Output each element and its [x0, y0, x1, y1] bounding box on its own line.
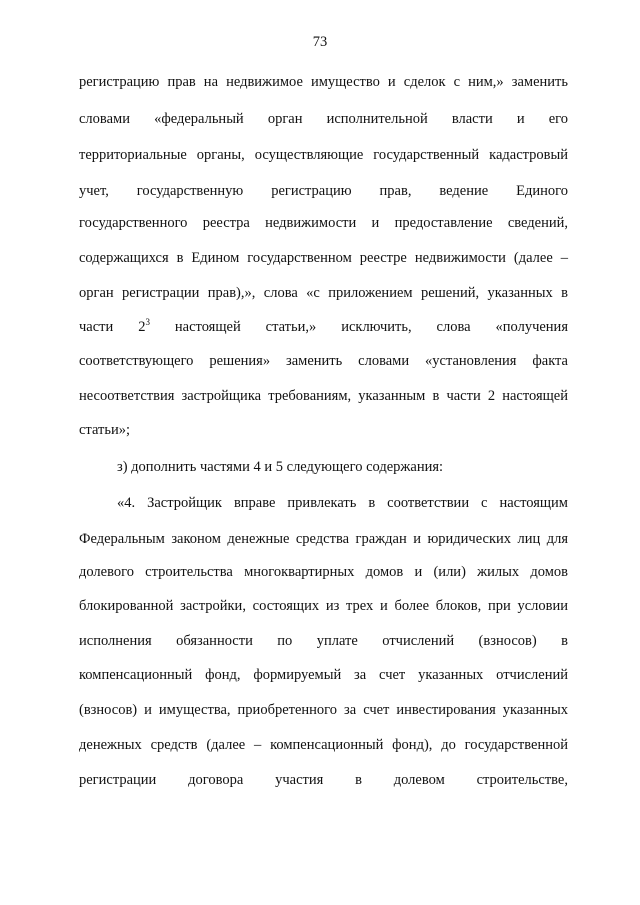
text-line: исполнения обязанности по уплате отчислений (взносов) в [79, 633, 568, 649]
text-line: учет, государственную регистрацию прав, ведение Единого [79, 183, 568, 199]
text-line: соответствующего решения» заменить словами «установления факта [79, 353, 568, 369]
text-line: регистрации договора участия в долевом строительстве, [79, 772, 568, 788]
quote-first-line: «4. Застройщик вправе привлекать в соответствии с настоящим [117, 495, 568, 511]
text-line: долевого строительства многоквартирных домов и (или) жилых домов [79, 564, 568, 580]
text-line: государственного реестра недвижимости и предоставление сведений, [79, 215, 568, 231]
text-line: Федеральным законом денежные средства граждан и юридических лиц для [79, 531, 568, 547]
text-line: несоответствия застройщика требованиям, указанным в части 2 настоящей [79, 388, 568, 404]
text-line: территориальные органы, осуществляющие государственный кадастровый [79, 147, 568, 163]
text-line: содержащихся в Едином государственном реестре недвижимости (далее – [79, 250, 568, 266]
text-line: блокированной застройки, состоящих из трех и более блоков, при условии [79, 598, 568, 614]
page-number: 73 [312, 34, 328, 50]
text-line: орган регистрации прав),», слова «с приложением решений, указанных в [79, 285, 568, 301]
text-line-with-superscript [79, 318, 568, 336]
text-line: компенсационный фонд, формируемый за счет указанных отчислений [79, 667, 568, 683]
paragraph-z: з) дополнить частями 4 и 5 следующего содержания: [117, 459, 444, 475]
text-segment: части 2 [79, 319, 146, 335]
text-line: словами «федеральный орган исполнительной власти и его [79, 111, 568, 127]
text-line: денежных средств (далее – компенсационный фонд), до государственной [79, 737, 568, 753]
text-line: регистрацию прав на недвижимое имущество и сделок с ним,» заменить [79, 74, 568, 90]
text-line: (взносов) и имущества, приобретенного за счет инвестирования указанных [79, 702, 568, 718]
text-line: статьи»; [79, 422, 130, 438]
text-segment: настоящей статьи,» исключить, слова «получения [149, 319, 568, 335]
superscript: 3 [145, 317, 150, 327]
